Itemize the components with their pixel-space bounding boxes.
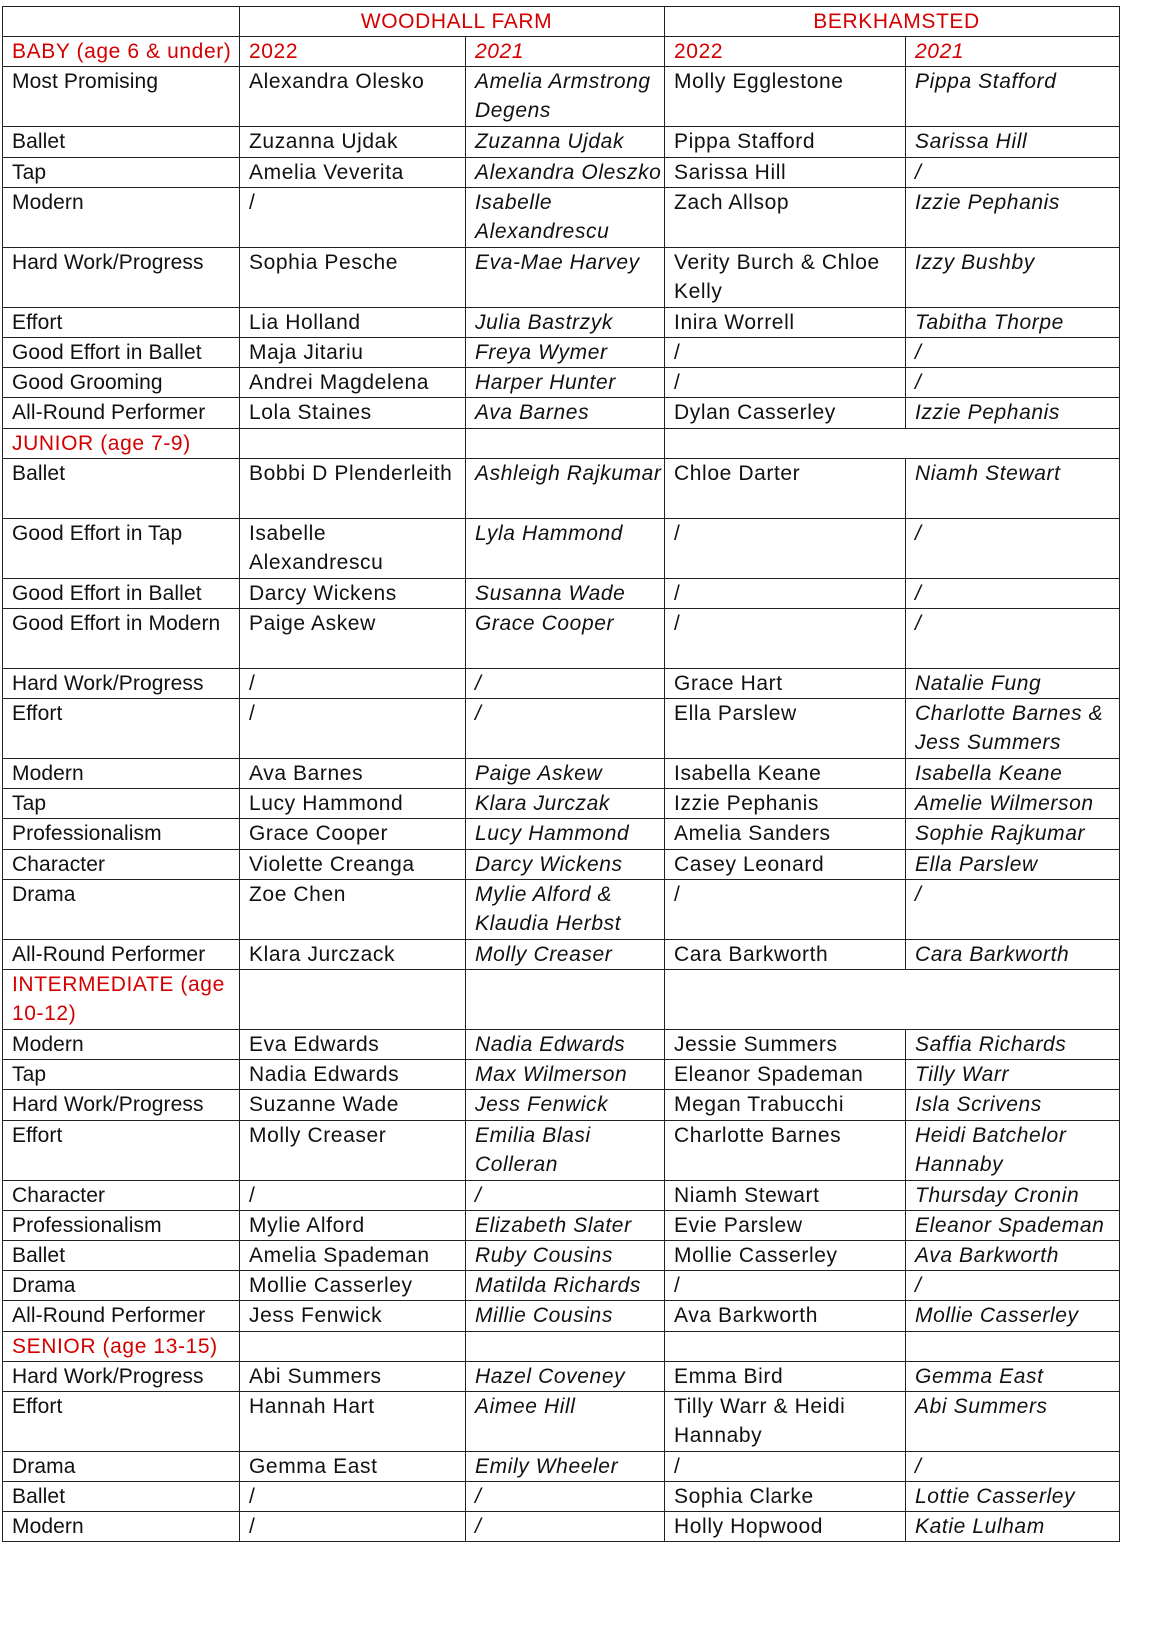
winner-woodhall-current: Lola Staines [240, 398, 466, 428]
section-header-row [3, 1331, 1120, 1361]
winner-woodhall-current: Zuzanna Ujdak [240, 127, 466, 157]
awards-table [2, 6, 1120, 1542]
award-row [3, 1301, 1120, 1331]
winner-berkhamsted-previous: / [906, 608, 1120, 668]
empty-cell [466, 1331, 665, 1361]
winner-woodhall-previous: Lucy Hammond [466, 819, 665, 849]
winner-woodhall-current: Alexandra Olesko [240, 67, 466, 127]
winner-berkhamsted-previous: Izzy Bushby [906, 247, 1120, 307]
award-row [3, 1451, 1120, 1481]
winner-berkhamsted-previous: Cara Barkworth [906, 939, 1120, 969]
award-row [3, 1361, 1120, 1391]
winner-woodhall-previous: Freya Wymer [466, 337, 665, 367]
award-row [3, 1180, 1120, 1210]
section-title: INTERMEDIATE (age 10-12) [3, 970, 240, 1030]
winner-berkhamsted-previous: / [906, 1451, 1120, 1481]
winner-berkhamsted-current: / [665, 518, 906, 578]
award-row [3, 127, 1120, 157]
winner-berkhamsted-current: Ava Barkworth [665, 1301, 906, 1331]
winner-woodhall-previous: Alexandra Oleszko [466, 157, 665, 187]
award-row [3, 849, 1120, 879]
venue-woodhall-farm: WOODHALL FARM [240, 7, 665, 37]
winner-woodhall-current: Klara Jurczack [240, 939, 466, 969]
award-row [3, 668, 1120, 698]
award-category: All-Round Performer [3, 1301, 240, 1331]
winner-woodhall-current: Molly Creaser [240, 1120, 466, 1180]
winner-berkhamsted-current: / [665, 578, 906, 608]
winner-berkhamsted-current: Pippa Stafford [665, 127, 906, 157]
award-category: Modern [3, 1512, 240, 1542]
award-row [3, 1482, 1120, 1512]
award-row [3, 67, 1120, 127]
winner-woodhall-previous: Paige Askew [466, 759, 665, 789]
winner-woodhall-previous: Ava Barnes [466, 398, 665, 428]
winner-woodhall-current: Lucy Hammond [240, 789, 466, 819]
winner-woodhall-previous: Grace Cooper [466, 608, 665, 668]
award-row [3, 1391, 1120, 1451]
winner-berkhamsted-current: Megan Trabucchi [665, 1090, 906, 1120]
winner-berkhamsted-previous: Izzie Pephanis [906, 187, 1120, 247]
award-row [3, 1240, 1120, 1270]
award-row [3, 1210, 1120, 1240]
award-category: Good Effort in Ballet [3, 578, 240, 608]
award-row [3, 398, 1120, 428]
winner-woodhall-previous: Eva-Mae Harvey [466, 247, 665, 307]
winner-woodhall-current: Zoe Chen [240, 879, 466, 939]
award-row [3, 1271, 1120, 1301]
award-category: Effort [3, 1391, 240, 1451]
empty-cell [240, 1331, 466, 1361]
winner-berkhamsted-previous: / [906, 879, 1120, 939]
winner-berkhamsted-previous: Eleanor Spademan [906, 1210, 1120, 1240]
winner-berkhamsted-current: / [665, 1451, 906, 1481]
winner-berkhamsted-current: Molly Egglestone [665, 67, 906, 127]
year-label-berkhamsted-previous: 2021 [906, 37, 1120, 67]
winner-woodhall-current: Darcy Wickens [240, 578, 466, 608]
winner-woodhall-previous: Aimee Hill [466, 1391, 665, 1451]
award-category: Drama [3, 1271, 240, 1301]
winner-berkhamsted-previous: / [906, 337, 1120, 367]
winner-berkhamsted-previous: Katie Lulham [906, 1512, 1120, 1542]
winner-woodhall-current: Amelia Veverita [240, 157, 466, 187]
winner-berkhamsted-current: Inira Worrell [665, 307, 906, 337]
award-row [3, 879, 1120, 939]
winner-berkhamsted-previous: Isla Scrivens [906, 1090, 1120, 1120]
winner-woodhall-previous: Hazel Coveney [466, 1361, 665, 1391]
winner-berkhamsted-current: Zach Allsop [665, 187, 906, 247]
award-row [3, 789, 1120, 819]
winner-berkhamsted-previous: Gemma East [906, 1361, 1120, 1391]
winner-woodhall-current: Eva Edwards [240, 1030, 466, 1060]
winner-berkhamsted-previous: Charlotte Barnes & Jess Summers [906, 699, 1120, 759]
winner-woodhall-current: Bobbi D Plenderleith [240, 458, 466, 518]
winner-berkhamsted-previous: / [906, 578, 1120, 608]
award-category: Drama [3, 879, 240, 939]
winner-woodhall-previous: Emily Wheeler [466, 1451, 665, 1481]
award-category: Tap [3, 1060, 240, 1090]
award-row [3, 307, 1120, 337]
award-row [3, 819, 1120, 849]
winner-berkhamsted-previous: Isabella Keane [906, 759, 1120, 789]
award-category: Good Effort in Ballet [3, 337, 240, 367]
winner-woodhall-previous: / [466, 699, 665, 759]
winner-woodhall-current: Gemma East [240, 1451, 466, 1481]
award-category: Effort [3, 699, 240, 759]
winner-berkhamsted-current: Grace Hart [665, 668, 906, 698]
winner-woodhall-current: Andrei Magdelena [240, 368, 466, 398]
award-row [3, 1090, 1120, 1120]
venue-berkhamsted: BERKHAMSTED [665, 7, 1120, 37]
winner-berkhamsted-current: / [665, 368, 906, 398]
winner-berkhamsted-current: Dylan Casserley [665, 398, 906, 428]
award-category: Ballet [3, 458, 240, 518]
winner-woodhall-current: Paige Askew [240, 608, 466, 668]
empty-cell [466, 970, 665, 1030]
award-category: Good Grooming [3, 368, 240, 398]
winner-berkhamsted-current: Jessie Summers [665, 1030, 906, 1060]
award-row [3, 337, 1120, 367]
section-title: JUNIOR (age 7-9) [3, 428, 240, 458]
year-label-woodhall-previous: 2021 [466, 37, 665, 67]
award-category: Ballet [3, 127, 240, 157]
winner-woodhall-current: Amelia Spademan [240, 1240, 466, 1270]
award-row [3, 368, 1120, 398]
award-category: Modern [3, 1030, 240, 1060]
winner-berkhamsted-current: Mollie Casserley [665, 1240, 906, 1270]
winner-berkhamsted-previous: / [906, 518, 1120, 578]
winner-woodhall-current: Isabelle Alexandrescu [240, 518, 466, 578]
winner-woodhall-current: Suzanne Wade [240, 1090, 466, 1120]
winner-woodhall-current: Violette Creanga [240, 849, 466, 879]
awards-table-body [3, 7, 1120, 1542]
award-category: Hard Work/Progress [3, 1090, 240, 1120]
award-category: Drama [3, 1451, 240, 1481]
winner-berkhamsted-current: Niamh Stewart [665, 1180, 906, 1210]
winner-woodhall-previous: Millie Cousins [466, 1301, 665, 1331]
winner-berkhamsted-previous: Ava Barkworth [906, 1240, 1120, 1270]
empty-cell [466, 428, 665, 458]
winner-berkhamsted-previous: Saffia Richards [906, 1030, 1120, 1060]
winner-woodhall-current: Nadia Edwards [240, 1060, 466, 1090]
empty-cell [240, 428, 466, 458]
award-category: Character [3, 849, 240, 879]
winner-berkhamsted-current: Sophia Clarke [665, 1482, 906, 1512]
award-category: Tap [3, 157, 240, 187]
winner-berkhamsted-current: Evie Parslew [665, 1210, 906, 1240]
award-row [3, 1120, 1120, 1180]
award-category: Good Effort in Modern [3, 608, 240, 668]
award-category: Hard Work/Progress [3, 668, 240, 698]
winner-woodhall-previous: Jess Fenwick [466, 1090, 665, 1120]
award-category: Effort [3, 1120, 240, 1180]
award-row [3, 458, 1120, 518]
winner-berkhamsted-current: / [665, 879, 906, 939]
empty-cell [665, 970, 1120, 1030]
award-row [3, 578, 1120, 608]
winner-berkhamsted-previous: Pippa Stafford [906, 67, 1120, 127]
winner-woodhall-previous: Nadia Edwards [466, 1030, 665, 1060]
winner-berkhamsted-previous: Abi Summers [906, 1391, 1120, 1451]
winner-woodhall-current: / [240, 1180, 466, 1210]
winner-woodhall-previous: Emilia Blasi Colleran [466, 1120, 665, 1180]
award-category: Hard Work/Progress [3, 1361, 240, 1391]
winner-berkhamsted-previous: Heidi Batchelor Hannaby [906, 1120, 1120, 1180]
award-category: Modern [3, 187, 240, 247]
award-category: Effort [3, 307, 240, 337]
winner-berkhamsted-current: Charlotte Barnes [665, 1120, 906, 1180]
award-category: Hard Work/Progress [3, 247, 240, 307]
venue-header-row [3, 7, 1120, 37]
winner-woodhall-previous: Mylie Alford & Klaudia Herbst [466, 879, 665, 939]
winner-woodhall-previous: Ashleigh Rajkumar [466, 458, 665, 518]
winner-berkhamsted-previous: Sarissa Hill [906, 127, 1120, 157]
award-category: Professionalism [3, 819, 240, 849]
winner-woodhall-previous: Amelia Armstrong Degens [466, 67, 665, 127]
winner-berkhamsted-previous: Thursday Cronin [906, 1180, 1120, 1210]
winner-woodhall-current: Ava Barnes [240, 759, 466, 789]
winner-berkhamsted-previous: Mollie Casserley [906, 1301, 1120, 1331]
winner-berkhamsted-current: Casey Leonard [665, 849, 906, 879]
award-row [3, 518, 1120, 578]
winner-woodhall-current: Maja Jitariu [240, 337, 466, 367]
winner-woodhall-current: / [240, 699, 466, 759]
winner-berkhamsted-current: / [665, 337, 906, 367]
section-title: BABY (age 6 & under) [3, 37, 240, 67]
winner-woodhall-previous: Ruby Cousins [466, 1240, 665, 1270]
winner-woodhall-current: Mylie Alford [240, 1210, 466, 1240]
winner-berkhamsted-current: Sarissa Hill [665, 157, 906, 187]
winner-woodhall-current: Jess Fenwick [240, 1301, 466, 1331]
winner-woodhall-current: / [240, 187, 466, 247]
award-row [3, 1060, 1120, 1090]
award-row [3, 157, 1120, 187]
winner-woodhall-current: / [240, 1482, 466, 1512]
winner-woodhall-previous: Molly Creaser [466, 939, 665, 969]
winner-woodhall-previous: / [466, 1180, 665, 1210]
award-row [3, 608, 1120, 668]
winner-woodhall-current: Abi Summers [240, 1361, 466, 1391]
winner-berkhamsted-previous: Sophie Rajkumar [906, 819, 1120, 849]
winner-berkhamsted-current: Ella Parslew [665, 699, 906, 759]
winner-berkhamsted-previous: Natalie Fung [906, 668, 1120, 698]
winner-woodhall-previous: / [466, 1512, 665, 1542]
winner-woodhall-current: Lia Holland [240, 307, 466, 337]
section-title: SENIOR (age 13-15) [3, 1331, 240, 1361]
empty-cell [240, 970, 466, 1030]
winner-woodhall-previous: / [466, 1482, 665, 1512]
award-category: All-Round Performer [3, 398, 240, 428]
winner-berkhamsted-previous: / [906, 368, 1120, 398]
winner-woodhall-previous: Isabelle Alexandrescu [466, 187, 665, 247]
winner-berkhamsted-previous: / [906, 1271, 1120, 1301]
section-header-row [3, 37, 1120, 67]
award-row [3, 187, 1120, 247]
winner-woodhall-current: / [240, 668, 466, 698]
winner-berkhamsted-previous: Amelie Wilmerson [906, 789, 1120, 819]
award-row [3, 1030, 1120, 1060]
winner-woodhall-previous: Darcy Wickens [466, 849, 665, 879]
award-category: Character [3, 1180, 240, 1210]
winner-woodhall-current: Sophia Pesche [240, 247, 466, 307]
award-category: Professionalism [3, 1210, 240, 1240]
award-category: Good Effort in Tap [3, 518, 240, 578]
winner-berkhamsted-current: Amelia Sanders [665, 819, 906, 849]
award-row [3, 699, 1120, 759]
winner-berkhamsted-current: Isabella Keane [665, 759, 906, 789]
winner-woodhall-previous: / [466, 668, 665, 698]
winner-woodhall-previous: Max Wilmerson [466, 1060, 665, 1090]
award-category: All-Round Performer [3, 939, 240, 969]
winner-berkhamsted-current: Tilly Warr & Heidi Hannaby [665, 1391, 906, 1451]
winner-berkhamsted-current: Chloe Darter [665, 458, 906, 518]
winner-berkhamsted-previous: Niamh Stewart [906, 458, 1120, 518]
winner-woodhall-previous: Lyla Hammond [466, 518, 665, 578]
winner-berkhamsted-current: / [665, 608, 906, 668]
award-category: Ballet [3, 1240, 240, 1270]
section-header-row [3, 970, 1120, 1030]
section-header-row [3, 428, 1120, 458]
winner-berkhamsted-current: Eleanor Spademan [665, 1060, 906, 1090]
winner-woodhall-previous: Klara Jurczak [466, 789, 665, 819]
empty-cell [665, 1331, 906, 1361]
winner-berkhamsted-previous: Tilly Warr [906, 1060, 1120, 1090]
winner-woodhall-current: / [240, 1512, 466, 1542]
winner-berkhamsted-previous: Izzie Pephanis [906, 398, 1120, 428]
winner-berkhamsted-previous: Ella Parslew [906, 849, 1120, 879]
header-blank-cell [3, 7, 240, 37]
winner-woodhall-previous: Elizabeth Slater [466, 1210, 665, 1240]
award-row [3, 939, 1120, 969]
winner-woodhall-previous: Zuzanna Ujdak [466, 127, 665, 157]
empty-cell [665, 428, 1120, 458]
winner-berkhamsted-current: Izzie Pephanis [665, 789, 906, 819]
winner-berkhamsted-previous: Tabitha Thorpe [906, 307, 1120, 337]
award-row [3, 1512, 1120, 1542]
award-row [3, 759, 1120, 789]
winner-woodhall-previous: Susanna Wade [466, 578, 665, 608]
empty-cell [906, 1331, 1120, 1361]
winner-berkhamsted-previous: Lottie Casserley [906, 1482, 1120, 1512]
winner-berkhamsted-current: Verity Burch & Chloe Kelly [665, 247, 906, 307]
winner-woodhall-current: Grace Cooper [240, 819, 466, 849]
winner-berkhamsted-current: Emma Bird [665, 1361, 906, 1391]
winner-berkhamsted-current: / [665, 1271, 906, 1301]
award-category: Ballet [3, 1482, 240, 1512]
winner-berkhamsted-current: Cara Barkworth [665, 939, 906, 969]
award-category: Most Promising [3, 67, 240, 127]
award-row [3, 247, 1120, 307]
winner-woodhall-current: Hannah Hart [240, 1391, 466, 1451]
award-category: Tap [3, 789, 240, 819]
winner-berkhamsted-current: Holly Hopwood [665, 1512, 906, 1542]
year-label-berkhamsted-current: 2022 [665, 37, 906, 67]
winner-woodhall-current: Mollie Casserley [240, 1271, 466, 1301]
winner-woodhall-previous: Julia Bastrzyk [466, 307, 665, 337]
year-label-woodhall-current: 2022 [240, 37, 466, 67]
winner-woodhall-previous: Matilda Richards [466, 1271, 665, 1301]
winner-berkhamsted-previous: / [906, 157, 1120, 187]
winner-woodhall-previous: Harper Hunter [466, 368, 665, 398]
award-category: Modern [3, 759, 240, 789]
